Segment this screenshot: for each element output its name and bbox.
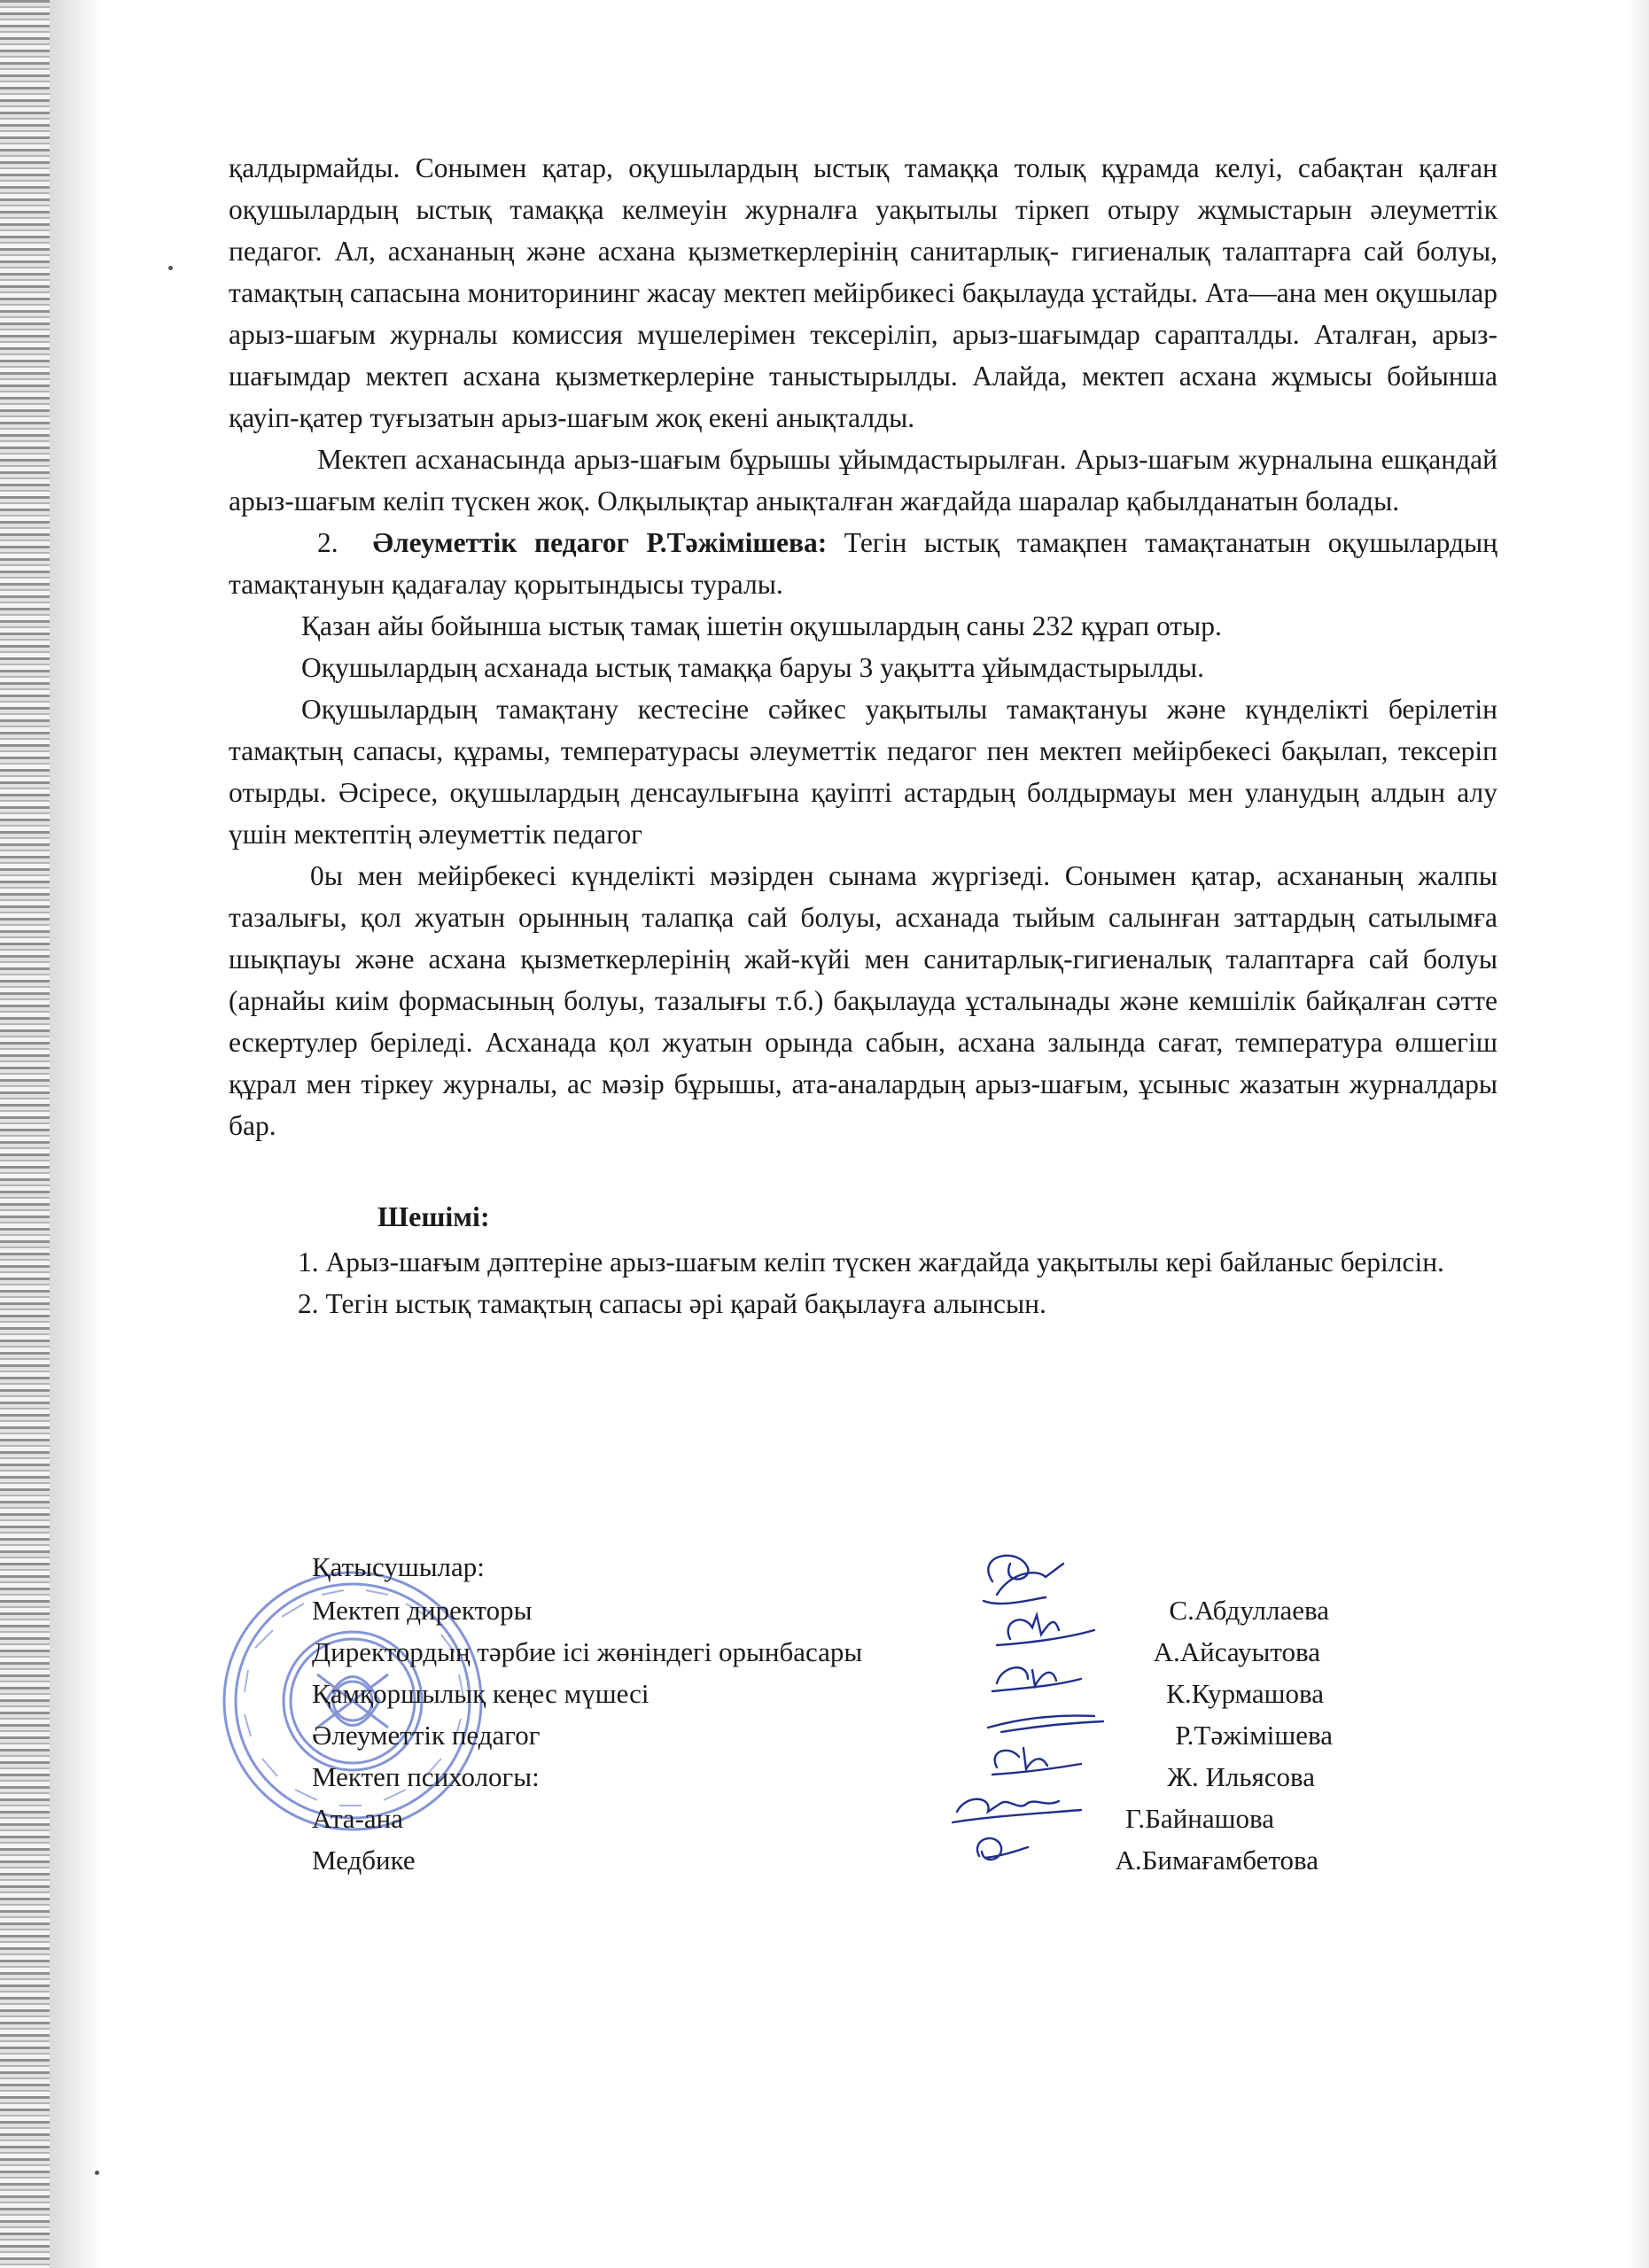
participant-name: К.Курмашова [1166, 1678, 1324, 1709]
dust-speck [168, 266, 173, 270]
dust-speck [95, 2171, 99, 2175]
agenda-item-text: Тегін ыстық тамақпен тамақтанатын оқушылардың тамақтануын қадағалау қорытындысы туралы. [229, 527, 1498, 600]
participant-row [312, 1631, 1320, 1673]
paragraph-1: қалдырмайды. Сонымен қатар, оқушылардың ыстық тамаққа толық құрамда келуі, сабақтан қалған оқушылардың ыстық тамаққа келмеуін журналға уақытылы тіркеп отыру жұмыстарын әлеуметтік педагог. Ал, асхананың және асхана қызметкерлерінің санитарлық- гигиеналық талаптарға сай болуы, тамақтың сапасына мониторининг жасау мектеп мейірбикесі бақылауда ұстайды. Ата—ана мен оқушылар арыз-шағым журналы комиссия мүшелерімен тексеріліп, арыз-шағымдар сарапталды. Аталған, арыз-шағымдар мектеп асхана қызметкерлеріне таныстырылды. Алайда, мектеп асхана жұмысы бойынша қауіп-қатер туғызатын арыз-шағым жоқ екені анықталды. [229, 152, 1497, 433]
participant-title: Әлеуметтік педагог [312, 1720, 541, 1751]
participant-name: А.Бимағамбетова [1115, 1845, 1318, 1876]
participant-row [312, 1756, 1315, 1798]
participant-name: С.Абдуллаева [1169, 1595, 1329, 1626]
paragraph-3: Қазан айы бойынша ыстық тамақ ішетін оқушылардың саны 232 құрап отыр. [301, 610, 1222, 641]
paragraph-2: Мектеп асханасында арыз-шағым бұрышы ұйымдастырылған. Арыз-шағым журналына ешқандай арыз-шағым келіп түскен жоқ. Олқылықтар анықталған жағдайда шаралар қабылданатын болады. [229, 444, 1497, 517]
agenda-item-speaker: Әлеуметтік педагог Р.Тәжімішева: [372, 527, 828, 558]
document-body [229, 147, 1497, 1324]
scan-edge-left [0, 0, 50, 2268]
participant-title: Қамқоршылық кеңес мүшесі [312, 1678, 649, 1709]
participant-row [312, 1839, 1318, 1881]
participant-row [312, 1714, 1333, 1756]
decision-item-1: 1. Арыз-шағым дәптеріне арыз-шағым келіп түскен жағдайда уақытылы кері байланыс берілсін. [298, 1247, 1444, 1278]
participants-block [312, 1546, 1333, 1881]
participant-name: Р.Тәжімішева [1175, 1720, 1333, 1751]
decision-heading: Шешімі: [377, 1200, 490, 1232]
decision-item-2: 2. Тегін ыстық тамақтың сапасы әрі қарай бақылауға алынсын. [298, 1288, 1046, 1319]
paragraph-4: Оқушылардың асханада ыстық тамаққа баруы 3 уақытта ұйымдастырылды. [301, 652, 1204, 683]
agenda-item-2 [229, 522, 1497, 605]
participant-title: Ата-ана [312, 1803, 403, 1834]
participant-title: Мектеп директоры [312, 1595, 533, 1626]
agenda-item-number: 2. [317, 527, 338, 558]
participant-name: Г.Байнашова [1124, 1803, 1274, 1834]
participant-title: Медбике [312, 1845, 416, 1876]
participant-row [312, 1798, 1304, 1839]
participant-row [312, 1673, 1324, 1714]
participant-name: Ж. Ильясова [1167, 1761, 1315, 1792]
scan-edge-right [1626, 0, 1649, 2268]
paragraph-6: 0ы мен мейірбекесі күнделікті мәзірден сынама жүргізеді. Сонымен қатар, асхананың жалпы тазалығы, қол жуатын орынның талапқа сай болуы, асханада тыйым салынған заттардың сатылымға шықпауы және асхана қызметкерлерінің жай-күйі мен санитарлық-гигиеналық талаптарға сай болуы (арнайы киім формасының болуы, тазалығы т.б.) бақылауда ұсталынады және кемшілік байқалған сәтте ескертулер беріледі. Асханада қол жуатын орында сабын, асхана залында сағат, температура өлшегіш құрал мен тіркеу журналы, ас мәзір бұрышы, ата-аналардың арыз-шағым, ұсыныс жазатын журналдары бар. [229, 860, 1497, 1141]
participant-title: Директордың тәрбие ісі жөніндегі орынбасары [312, 1636, 863, 1667]
participant-name: А.Айсауытова [1153, 1636, 1320, 1667]
participants-label: Қатысушылар: [312, 1551, 485, 1582]
participants-label-row [312, 1546, 1304, 1588]
scan-shadow-left [50, 0, 103, 2268]
participant-row [312, 1589, 1329, 1631]
participant-title: Мектеп психологы: [312, 1761, 540, 1792]
paragraph-5: Оқушылардың тамақтану кестесіне сәйкес уақытылы тамақтануы және күнделікті берілетін тамақтың сапасы, құрамы, температурасы әлеуметтік педагог пен мектеп мейірбекесі бақылап, тексеріп отырды. Әсіресе, оқушылардың денсаулығына қауіпті астардың болдырмауы мен уланудың алдын алу үшін мектептің әлеуметтік педагог [229, 694, 1497, 850]
